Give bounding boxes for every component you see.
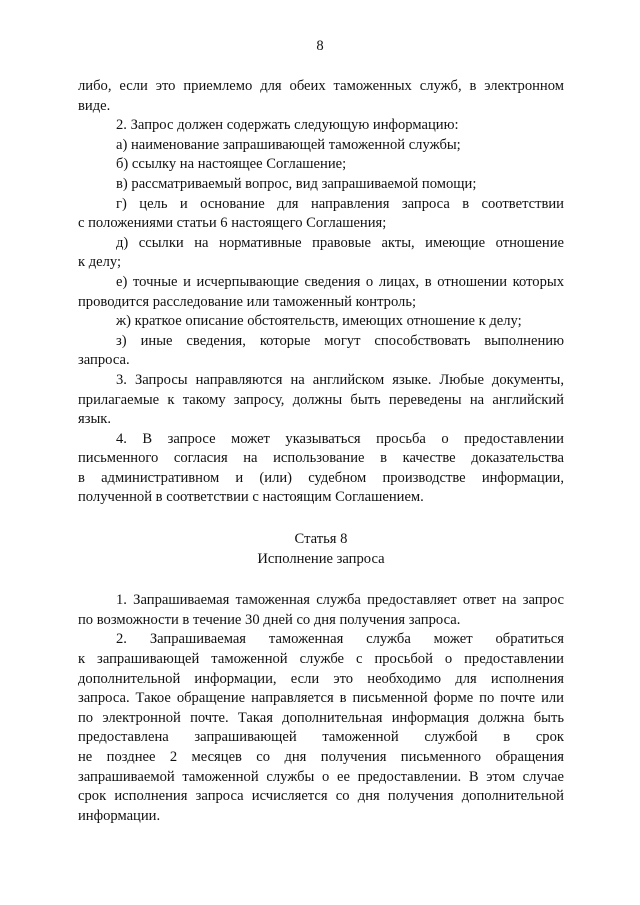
- text-line: в) рассматриваемый вопрос, вид запрашиваемой помощи;: [116, 175, 477, 192]
- text-line: а) наименование запрашивающей таможенной службы;: [116, 136, 461, 153]
- text-line: запроса.: [78, 352, 130, 369]
- text-line: 2. Запрашиваемая таможенная служба может обратиться: [116, 631, 564, 648]
- text-line: по возможности в течение 30 дней со дня получения запроса.: [78, 611, 461, 628]
- text-line: прилагаемые к такому запросу, должны быть переведены на английский: [78, 391, 564, 408]
- text-line: срок исполнения запроса исчисляется со дня получения дополнительной: [78, 788, 564, 805]
- article-title: Исполнение запроса: [257, 550, 385, 567]
- text-line: 3. Запросы направляются на английском языке. Любые документы,: [116, 371, 564, 388]
- text-line: либо, если это приемлемо для обеих таможенных служб, в электронном: [78, 78, 564, 94]
- text-line: полученной в соответствии с настоящим Соглашением.: [78, 489, 424, 506]
- text-line: д) ссылки на нормативные правовые акты, имеющие отношение: [116, 234, 564, 251]
- text-line: 1. Запрашиваемая таможенная служба предоставляет ответ на запрос: [116, 592, 564, 609]
- text-line: по электронной почте. Такая дополнительная информация должна быть: [78, 709, 564, 726]
- text-line: письменного согласия на использование в качестве доказательства: [78, 450, 564, 467]
- text-line: е) точные и исчерпывающие сведения о лицах, в отношении которых: [116, 273, 564, 290]
- spacer: [78, 508, 564, 530]
- text-line: язык.: [78, 411, 112, 428]
- text-line: к запрашивающей таможенной службе с просьбой о предоставлении: [78, 651, 564, 668]
- text-line: г) цель и основание для направления запроса в соответствии: [116, 195, 564, 212]
- text-line: не позднее 2 месяцев со дня получения письменного обращения: [78, 749, 564, 765]
- text-line: ж) краткое описание обстоятельств, имеющих отношение к делу;: [116, 313, 522, 330]
- text-line: 2. Запрос должен содержать следующую информацию:: [116, 117, 459, 134]
- text-line: предоставлена запрашивающей таможенной службой в срок: [78, 729, 564, 746]
- text-line: в административном и (или) судебном производстве информации,: [78, 469, 564, 486]
- text-line: запроса. Такое обращение направляется в письменной форме по почте или: [78, 690, 564, 707]
- document-body: [78, 77, 564, 826]
- spacer: [78, 569, 564, 591]
- text-line: запрашиваемой таможенной службы о ее предоставлении. В этом случае: [78, 768, 564, 785]
- text-line: к делу;: [78, 254, 122, 271]
- page-number: 8: [316, 38, 324, 54]
- text-line: информации.: [78, 807, 161, 824]
- text-line: виде.: [78, 97, 111, 114]
- text-line: з) иные сведения, которые могут способствовать выполнению: [116, 332, 564, 349]
- article-number: Статья 8: [294, 531, 348, 548]
- text-line: 4. В запросе может указываться просьба о предоставлении: [116, 430, 564, 447]
- text-line: б) ссылку на настоящее Соглашение;: [116, 156, 347, 173]
- text-line: дополнительной информации, если это необходимо для исполнения: [78, 670, 564, 687]
- text-line: с положениями статьи 6 настоящего Соглашения;: [78, 215, 387, 232]
- text-line: проводится расследование или таможенный контроль;: [78, 293, 417, 310]
